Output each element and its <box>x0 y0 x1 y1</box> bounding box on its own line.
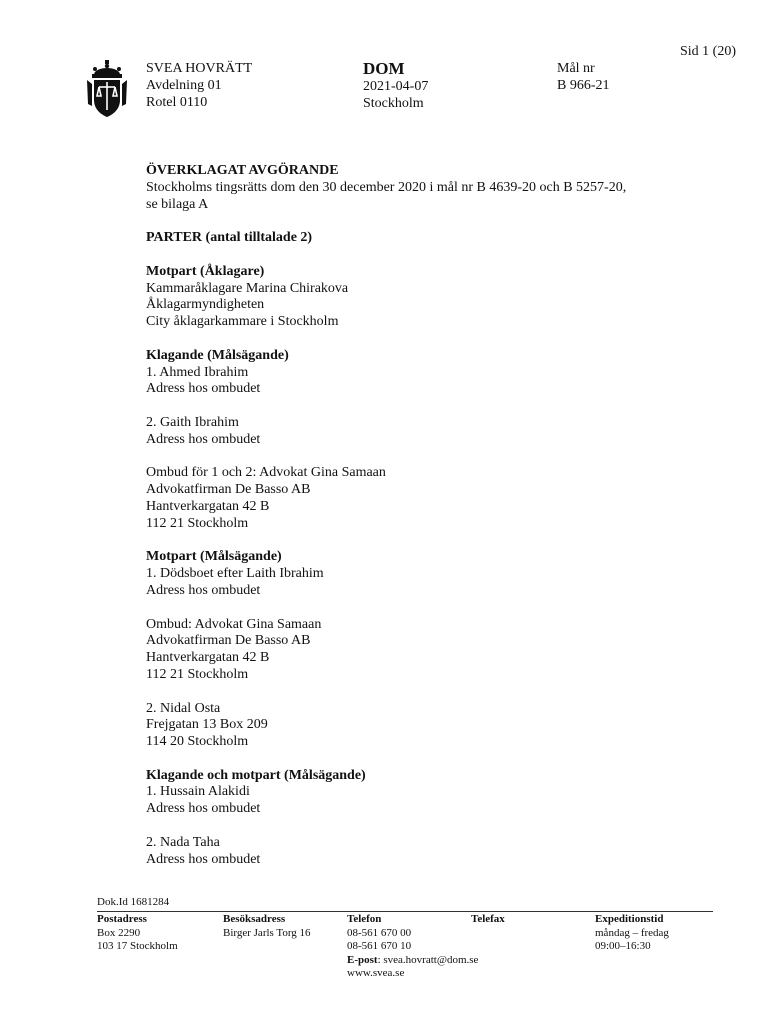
document-header <box>363 60 428 112</box>
footer-value: Box 2290 <box>97 926 141 939</box>
case-number: B 966-21 <box>557 78 610 93</box>
party-line: 1. Dödsboet efter Laith Ibrahim <box>146 566 324 582</box>
footer-label: Telefon <box>347 913 382 925</box>
klagande-motpart-heading: Klagande och motpart (Målsägande) <box>146 767 366 783</box>
ombud-line: Hantverkargatan 42 B <box>146 650 270 666</box>
footer-telefon <box>347 913 478 981</box>
ombud-line: Ombud för 1 och 2: Advokat Gina Samaan <box>146 465 386 481</box>
party-line: 114 20 Stockholm <box>146 734 249 750</box>
ombud-line: 112 21 Stockholm <box>146 666 249 682</box>
footer-label: Telefax <box>471 913 505 925</box>
party-line: Adress hos ombudet <box>146 851 261 867</box>
ombud-line: Advokatfirman De Basso AB <box>146 482 311 498</box>
footer-value: 09:00–16:30 <box>595 940 651 952</box>
footer-label: Expeditionstid <box>595 913 664 925</box>
motpart-malsagande-heading: Motpart (Målsägande) <box>146 549 282 565</box>
footer-besoksadress <box>223 913 311 940</box>
footer-value: 103 17 Stockholm <box>97 940 178 952</box>
parter-heading: PARTER (antal tilltalade 2) <box>146 230 313 246</box>
klagande-heading: Klagande (Målsägande) <box>146 347 289 363</box>
footer-email <box>347 954 478 968</box>
email-link[interactable]: : svea.hovratt@dom.se <box>377 953 479 966</box>
ombud-line: Ombud: Advokat Gina Samaan <box>146 616 322 632</box>
court-rotel: Rotel 0110 <box>146 95 208 110</box>
court-name: SVEA HOVRÄTT <box>146 61 253 76</box>
footer-expeditionstid <box>595 913 669 954</box>
document-date: 2021-04-07 <box>363 79 429 94</box>
page-number: Sid 1 (20) <box>680 44 736 59</box>
document-type: DOM <box>363 59 405 78</box>
website-link[interactable]: www.svea.se <box>347 967 405 979</box>
footer-telefax <box>471 913 505 927</box>
case-label: Mål nr <box>557 61 595 76</box>
motpart-aklagare-heading: Motpart (Åklagare) <box>146 263 265 279</box>
party-line: Åklagarmyndigheten <box>146 297 265 313</box>
party-line: Kammaråklagare Marina Chirakova <box>146 280 349 296</box>
party-line: 2. Gaith Ibrahim <box>146 414 239 430</box>
footer-value: måndag – fredag <box>595 926 669 939</box>
footer-value: 08-561 670 00 <box>347 926 412 939</box>
party-line: City åklagarkammare i Stockholm <box>146 314 339 330</box>
document-place: Stockholm <box>363 96 424 111</box>
party-line: 1. Hussain Alakidi <box>146 784 250 800</box>
document-body <box>146 163 706 868</box>
party-line: 1. Ahmed Ibrahim <box>146 364 249 380</box>
party-line: 2. Nada Taha <box>146 834 220 850</box>
party-line: Adress hos ombudet <box>146 801 261 817</box>
footer-value: Birger Jarls Torg 16 <box>223 926 311 939</box>
overklagat-heading: ÖVERKLAGAT AVGÖRANDE <box>146 163 339 178</box>
document-id: Dok.Id 1681284 <box>97 896 170 908</box>
ombud-line: Hantverkargatan 42 B <box>146 498 270 514</box>
party-line: Adress hos ombudet <box>146 381 261 397</box>
footer-divider <box>97 911 713 912</box>
court-crest-icon <box>86 60 128 118</box>
overklagat-text-line: se bilaga A <box>146 196 209 212</box>
case-header <box>557 60 610 94</box>
party-line: Frejgatan 13 Box 209 <box>146 717 268 733</box>
footer-value: 08-561 670 10 <box>347 940 412 952</box>
party-line: Adress hos ombudet <box>146 431 261 447</box>
ombud-line: 112 21 Stockholm <box>146 515 249 531</box>
footer-label: Besöksadress <box>223 913 286 925</box>
footer-label: Postadress <box>97 913 147 925</box>
overklagat-text-line: Stockholms tingsrätts dom den 30 december 2020 i mål nr B 4639-20 och B 5257-20, <box>146 179 627 195</box>
court-division: Avdelning 01 <box>146 78 222 93</box>
party-line: 2. Nidal Osta <box>146 700 221 716</box>
ombud-line: Advokatfirman De Basso AB <box>146 633 311 649</box>
footer-label: E-post <box>347 953 378 966</box>
party-line: Adress hos ombudet <box>146 582 261 598</box>
court-header <box>146 60 252 111</box>
footer-postadress <box>97 913 178 954</box>
